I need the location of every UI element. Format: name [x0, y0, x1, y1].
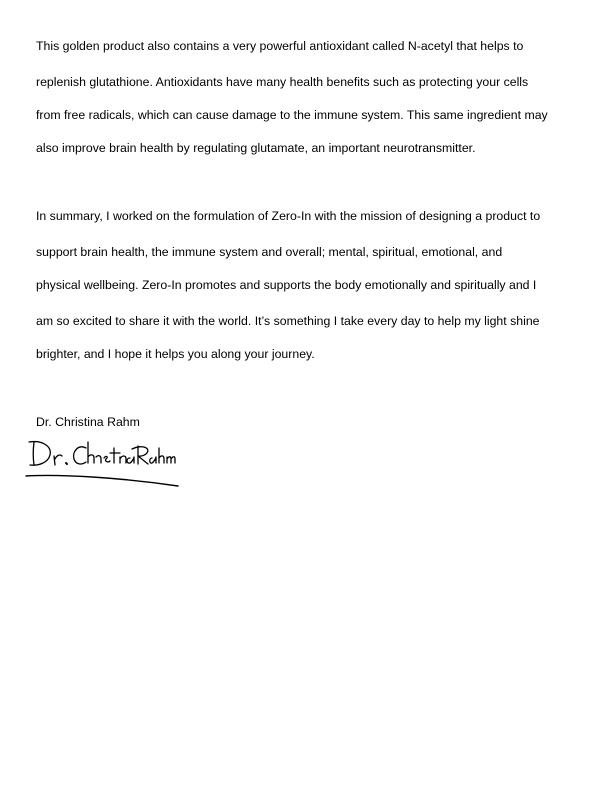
paragraph-line: support brain health, the immune system and overall; mental, spiritual, emotional, and	[36, 245, 503, 259]
paragraph-line: am so excited to share it with the world. It’s something I take every day to help my light shine	[36, 314, 540, 328]
paragraph-line: brighter, and I hope it helps you along your journey.	[36, 347, 315, 361]
paragraph-line: from free radicals, which can cause damage to the immune system. This same ingredient may	[36, 108, 548, 122]
paragraph-line: also improve brain health by regulating glutamate, an important neurotransmitter.	[36, 141, 476, 155]
paragraph-line: physical wellbeing. Zero-In promotes and supports the body emotionally and spiritually and I	[36, 278, 537, 292]
paragraph-line: replenish glutathione. Antioxidants have many health benefits such as protecting your cells	[36, 75, 529, 89]
paragraph-line: This golden product also contains a very powerful antioxidant called N-acetyl that helps to	[36, 39, 524, 53]
signer-name: Dr. Christina Rahm	[36, 415, 140, 429]
paragraph-line: In summary, I worked on the formulation of Zero-In with the mission of designing a product to	[36, 209, 541, 223]
handwritten-signature	[24, 436, 184, 492]
